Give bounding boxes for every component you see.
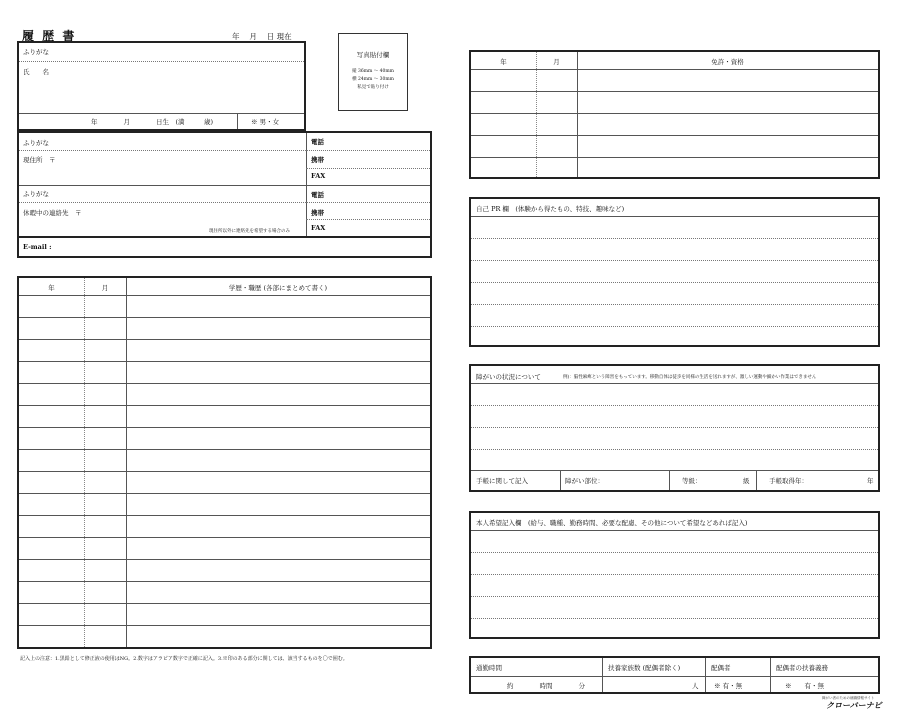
photo-size-2: 横 24mm ～ 30mm bbox=[352, 77, 394, 82]
table-row[interactable] bbox=[471, 91, 878, 92]
license-col-month: 月 bbox=[553, 58, 560, 66]
table-row[interactable] bbox=[19, 581, 430, 582]
table-row[interactable] bbox=[19, 383, 430, 384]
table-row[interactable] bbox=[19, 317, 430, 318]
self-pr-box[interactable] bbox=[469, 197, 880, 347]
table-row[interactable] bbox=[19, 559, 430, 560]
date-current: 年 月 日 現在 bbox=[232, 32, 292, 41]
year-unit: 年 bbox=[867, 477, 874, 485]
personal-info-box bbox=[17, 41, 306, 131]
disability-part[interactable]: 障がい部位： bbox=[565, 477, 604, 485]
vacation-address-note: 現住所以外に連絡先を希望する場合のみ bbox=[209, 229, 290, 234]
spouse-label: 配偶者 bbox=[711, 664, 731, 672]
email-box[interactable] bbox=[17, 236, 432, 258]
address-box bbox=[17, 131, 432, 238]
resume-title: 履 歴 書 bbox=[22, 29, 77, 43]
table-row[interactable] bbox=[19, 361, 430, 362]
current-address-label[interactable]: 現住所 〒 bbox=[23, 156, 56, 164]
table-row[interactable] bbox=[19, 449, 430, 450]
table-row[interactable] bbox=[19, 625, 430, 626]
spouse-value[interactable]: ※ 有・無 bbox=[714, 682, 743, 690]
dependents-label: 扶養家族数 (配偶者除く) bbox=[608, 664, 681, 672]
dependents-value[interactable]: 人 bbox=[692, 682, 699, 690]
brand-logo: クローバーナビ bbox=[826, 701, 882, 710]
gender-select[interactable]: ※ 男・女 bbox=[251, 118, 280, 126]
email-label: E-mail : bbox=[23, 243, 52, 251]
licenses-table bbox=[469, 50, 880, 179]
disability-title: 障がいの状況について bbox=[476, 373, 541, 381]
footnote: 記入上の注意：1.黒鉛として修正液の使用はNG。2.数字はアラビア数字で正確に記入。3.※印のある部分に関しては、該当するものを〇で囲む。 bbox=[20, 656, 348, 662]
commute-label: 通勤時間 bbox=[476, 664, 502, 672]
fax-label-2[interactable]: FAX bbox=[311, 224, 326, 232]
table-row[interactable] bbox=[19, 537, 430, 538]
vacation-address-label[interactable]: 休暇中の連絡先 〒 bbox=[23, 209, 82, 217]
history-table bbox=[17, 276, 432, 649]
table-row[interactable] bbox=[471, 113, 878, 114]
bottom-info-box bbox=[469, 656, 880, 694]
history-col-item: 学歴・職歴 (各部にまとめて書く) bbox=[228, 284, 328, 292]
commute-value[interactable]: 約 時間 分 bbox=[507, 682, 585, 690]
self-pr-title: 自己 PR 欄 (体験から得たもの、特技、趣味など) bbox=[476, 205, 625, 213]
table-row[interactable] bbox=[19, 493, 430, 494]
photo-title: 写真貼付欄 bbox=[356, 51, 390, 59]
license-col-item: 免許・資格 bbox=[711, 58, 744, 66]
handbook-label: 手帳に関して記入 bbox=[476, 477, 528, 485]
license-col-year: 年 bbox=[500, 58, 507, 66]
table-row[interactable] bbox=[19, 471, 430, 472]
spouse-duty-value[interactable]: ※ 有・無 bbox=[785, 682, 824, 690]
table-row[interactable] bbox=[471, 157, 878, 158]
disability-grade[interactable]: 等級： bbox=[682, 477, 702, 485]
table-row[interactable] bbox=[19, 515, 430, 516]
history-col-year: 年 bbox=[48, 284, 55, 292]
history-col-month: 月 bbox=[101, 284, 109, 292]
tel-label[interactable]: 電話 bbox=[311, 138, 324, 146]
handbook-year[interactable]: 手帳取得年： bbox=[769, 477, 808, 485]
spouse-duty-label: 配偶者の扶養義務 bbox=[776, 664, 828, 672]
name-label[interactable]: 氏 名 bbox=[23, 68, 49, 76]
table-row[interactable] bbox=[19, 295, 430, 296]
photo-note: 私見で貼り付け bbox=[357, 85, 389, 90]
table-row[interactable] bbox=[19, 405, 430, 406]
table-row[interactable] bbox=[19, 339, 430, 340]
photo-size-1: 縦 36mm ～ 40mm bbox=[352, 69, 394, 74]
table-row[interactable] bbox=[471, 135, 878, 136]
tel-label-2[interactable]: 電話 bbox=[311, 191, 324, 199]
address-furigana-label: ふりがな bbox=[23, 139, 49, 147]
birthdate-label[interactable]: 年 月 日生 (満 歳) bbox=[91, 118, 214, 126]
disability-example: 例)：脳性麻痺という障害をもっています。移動自体は徒歩を同様の生活を送れますが、激しい運動や細かい作業はできません bbox=[563, 375, 817, 380]
wishes-title: 本人希望記入欄 (給与、職種、勤務時間、必要な配慮、その他について希望などあれば記入) bbox=[476, 519, 748, 527]
brand-tagline: 障がい者のための就職情報サイト bbox=[822, 696, 875, 700]
mobile-label-2[interactable]: 携帯 bbox=[311, 209, 324, 217]
photo-area[interactable] bbox=[338, 33, 408, 111]
table-row[interactable] bbox=[19, 427, 430, 428]
table-row[interactable] bbox=[19, 603, 430, 604]
contact-furigana-label: ふりがな bbox=[23, 190, 49, 198]
table-row[interactable] bbox=[471, 69, 878, 70]
grade-unit: 級 bbox=[743, 477, 750, 485]
wishes-box[interactable] bbox=[469, 511, 880, 639]
disability-box[interactable] bbox=[469, 364, 880, 492]
mobile-label[interactable]: 携帯 bbox=[311, 156, 324, 164]
name-furigana-label: ふりがな bbox=[23, 48, 49, 56]
fax-label[interactable]: FAX bbox=[311, 172, 326, 180]
